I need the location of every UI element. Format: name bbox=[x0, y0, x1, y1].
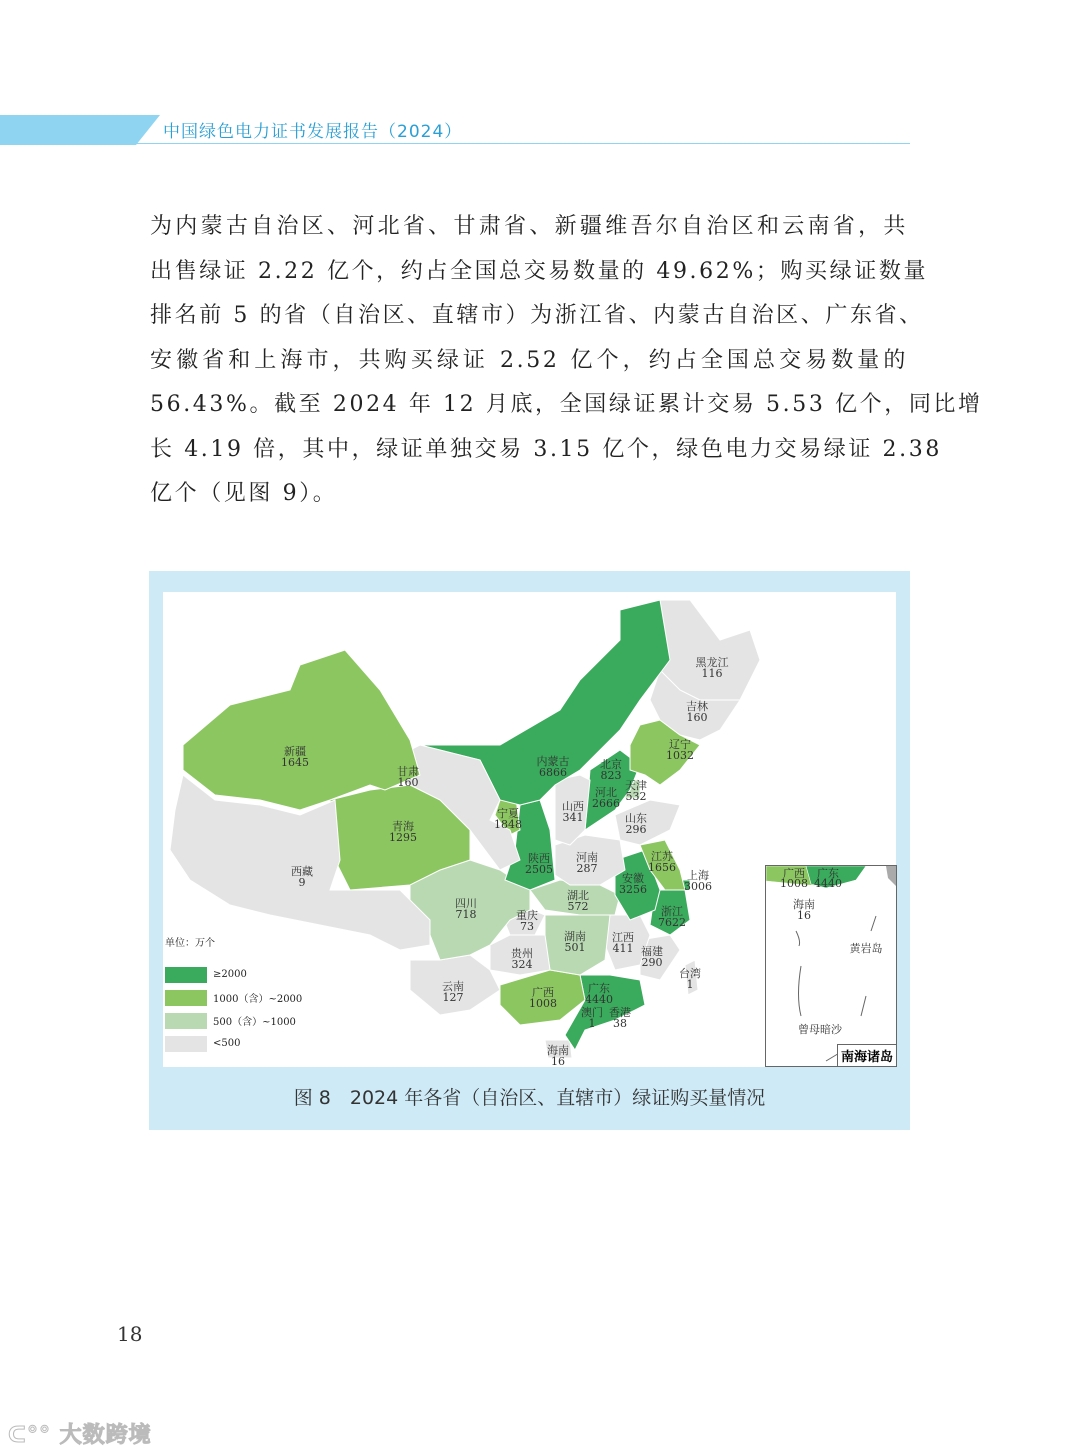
province-value-label: 160 bbox=[397, 776, 419, 789]
text-line: 出售绿证 2.22 亿个，约占全国总交易数量的 49.62%；购买绿证数量 bbox=[150, 258, 929, 284]
province-name-label: 浙江 bbox=[661, 905, 683, 918]
legend-label: 1000（含）~2000 bbox=[213, 994, 303, 1005]
province-value-label: 1 bbox=[588, 1017, 596, 1030]
legend-swatch bbox=[165, 990, 207, 1006]
inset-label-guangxi: 广西 bbox=[783, 867, 805, 880]
province-name-label: 西藏 bbox=[291, 865, 313, 878]
legend-item bbox=[165, 986, 302, 1009]
province-value-label: 341 bbox=[562, 811, 584, 824]
province-name-label: 陕西 bbox=[528, 852, 550, 865]
province-value-label: 287 bbox=[576, 862, 598, 875]
figure-panel bbox=[149, 571, 910, 1130]
legend-unit: 单位：万个 bbox=[165, 938, 215, 949]
province-value-label: 290 bbox=[641, 956, 663, 969]
province-name-label: 辽宁 bbox=[669, 738, 691, 751]
province-name-label: 河南 bbox=[576, 851, 598, 864]
inset-taiwan bbox=[886, 866, 896, 886]
header-rule bbox=[135, 143, 910, 144]
inset-label-hainan: 海南 bbox=[793, 898, 815, 911]
legend-label: 500（含）~1000 bbox=[213, 1017, 296, 1028]
body-paragraph bbox=[150, 205, 983, 517]
legend-label: <500 bbox=[213, 1038, 241, 1049]
province-name-label: 湖北 bbox=[567, 889, 589, 902]
inset-title: 南海诸岛 bbox=[837, 1044, 896, 1066]
province-value-label: 4440 bbox=[585, 993, 613, 1006]
province-name-label: 江西 bbox=[612, 931, 634, 944]
province-value-label: 2666 bbox=[592, 797, 620, 810]
inset-value-guangdong: 4440 bbox=[814, 877, 842, 890]
running-header-title: 中国绿色电力证书发展报告（2024） bbox=[163, 122, 463, 142]
inset-value-guangxi: 1008 bbox=[780, 877, 808, 890]
province-name-label: 宁夏 bbox=[497, 807, 519, 820]
inset-label-huangyan: 黄岩岛 bbox=[849, 942, 883, 955]
province-value-label: 127 bbox=[442, 991, 464, 1004]
province-value-label: 1848 bbox=[494, 818, 522, 831]
text-line: 排名前 5 的省（自治区、直辖市）为浙江省、内蒙古自治区、广东省、 bbox=[150, 303, 924, 328]
province-value-label: 411 bbox=[612, 942, 634, 955]
province-name-label: 澳门 bbox=[581, 1006, 603, 1019]
province-name-label: 甘肃 bbox=[397, 765, 419, 778]
legend-swatch bbox=[165, 1036, 207, 1052]
province-value-label: 324 bbox=[511, 958, 533, 971]
province-value-label: 6866 bbox=[539, 766, 567, 779]
province-name-label: 山东 bbox=[625, 812, 647, 825]
province-value-label: 3006 bbox=[684, 880, 712, 893]
province-value-label: 572 bbox=[567, 900, 589, 913]
south-china-sea-inset bbox=[765, 865, 897, 1067]
province-name-label: 河北 bbox=[595, 786, 617, 799]
province-name-label: 广西 bbox=[532, 986, 554, 999]
inset-value-hainan: 16 bbox=[797, 909, 811, 922]
watermark-text: 大数跨境 bbox=[59, 1423, 152, 1448]
header-band bbox=[0, 115, 160, 145]
text-line: 56.43%。截至 2024 年 12 月底，全国绿证累计交易 5.53 亿个，同比增 bbox=[150, 392, 983, 417]
province-value-label: 9 bbox=[298, 876, 306, 889]
province-value-label: 3256 bbox=[619, 883, 647, 896]
province-value-label: 1032 bbox=[666, 749, 694, 762]
province-name-label: 重庆 bbox=[516, 909, 538, 922]
province-value-label: 7622 bbox=[658, 916, 686, 929]
province-value-label: 823 bbox=[600, 769, 622, 782]
province-value-label: 296 bbox=[625, 823, 647, 836]
china-map bbox=[163, 592, 896, 1067]
province-name-label: 安徽 bbox=[622, 872, 644, 885]
figure-caption: 图 8 2024 年各省（自治区、直辖市）绿证购买量情况 bbox=[293, 1087, 766, 1109]
province-name-label: 黑龙江 bbox=[695, 656, 729, 669]
province-name-label: 北京 bbox=[600, 758, 622, 771]
province-name-label: 天津 bbox=[625, 779, 647, 792]
map-legend bbox=[165, 934, 302, 1055]
legend-item bbox=[165, 1009, 302, 1032]
province-name-label: 香港 bbox=[609, 1006, 631, 1019]
legend-label: ≥2000 bbox=[213, 969, 247, 980]
text-line: 安徽省和上海市，共购买绿证 2.52 亿个，约占全国总交易数量的 bbox=[150, 347, 908, 373]
province-value-label: 160 bbox=[686, 711, 708, 724]
legend-item bbox=[165, 1032, 302, 1055]
province-value-label: 501 bbox=[564, 941, 586, 954]
province-name-label: 四川 bbox=[455, 897, 477, 910]
province-name-label: 云南 bbox=[442, 980, 464, 993]
province-0 bbox=[183, 650, 420, 810]
province-5 bbox=[660, 600, 760, 700]
province-value-label: 116 bbox=[701, 667, 723, 680]
province-name-label: 吉林 bbox=[686, 700, 708, 713]
province-name-label: 贵州 bbox=[511, 947, 533, 960]
text-line: 长 4.19 倍，其中，绿证单独交易 3.15 亿个，绿色电力交易绿证 2.38 bbox=[150, 436, 942, 462]
text-line: 亿个（见图 9）。 bbox=[150, 481, 338, 506]
province-name-label: 青海 bbox=[392, 820, 414, 833]
province-name-label: 福建 bbox=[641, 945, 663, 958]
province-value-label: 16 bbox=[551, 1055, 565, 1067]
province-name-label: 山西 bbox=[562, 800, 584, 813]
province-value-label: 1 bbox=[686, 978, 694, 991]
province-name-label: 广东 bbox=[588, 982, 610, 995]
text-line: 为内蒙古自治区、河北省、甘肃省、新疆维吾尔自治区和云南省，共 bbox=[150, 214, 908, 239]
inset-svg bbox=[766, 866, 896, 1066]
province-value-label: 1656 bbox=[648, 861, 676, 874]
province-value-label: 718 bbox=[455, 908, 477, 921]
province-name-label: 内蒙古 bbox=[536, 755, 570, 768]
province-value-label: 1645 bbox=[281, 756, 309, 769]
boundary-dashes bbox=[796, 916, 876, 1061]
province-name-label: 湖南 bbox=[564, 930, 586, 943]
inset-label-guangdong: 广东 bbox=[817, 867, 839, 880]
province-value-label: 38 bbox=[613, 1017, 627, 1030]
page-number: 18 bbox=[117, 1322, 143, 1346]
watermark-logo: ᑕ°° 大数跨境 bbox=[8, 1423, 152, 1448]
inset-label-zengmu: 曾母暗沙 bbox=[798, 1023, 842, 1036]
province-value-label: 1008 bbox=[529, 997, 557, 1010]
legend-swatch bbox=[165, 967, 207, 983]
legend-swatch bbox=[165, 1013, 207, 1029]
province-value-label: 73 bbox=[520, 920, 534, 933]
province-value-label: 1295 bbox=[389, 831, 417, 844]
province-name-label: 台湾 bbox=[679, 967, 701, 980]
province-value-label: 532 bbox=[625, 790, 647, 803]
province-name-label: 江苏 bbox=[651, 850, 673, 863]
province-name-label: 新疆 bbox=[284, 745, 306, 758]
legend-item bbox=[165, 963, 302, 986]
province-name-label: 上海 bbox=[687, 869, 709, 882]
province-name-label: 海南 bbox=[547, 1044, 569, 1057]
province-value-label: 2505 bbox=[525, 863, 553, 876]
